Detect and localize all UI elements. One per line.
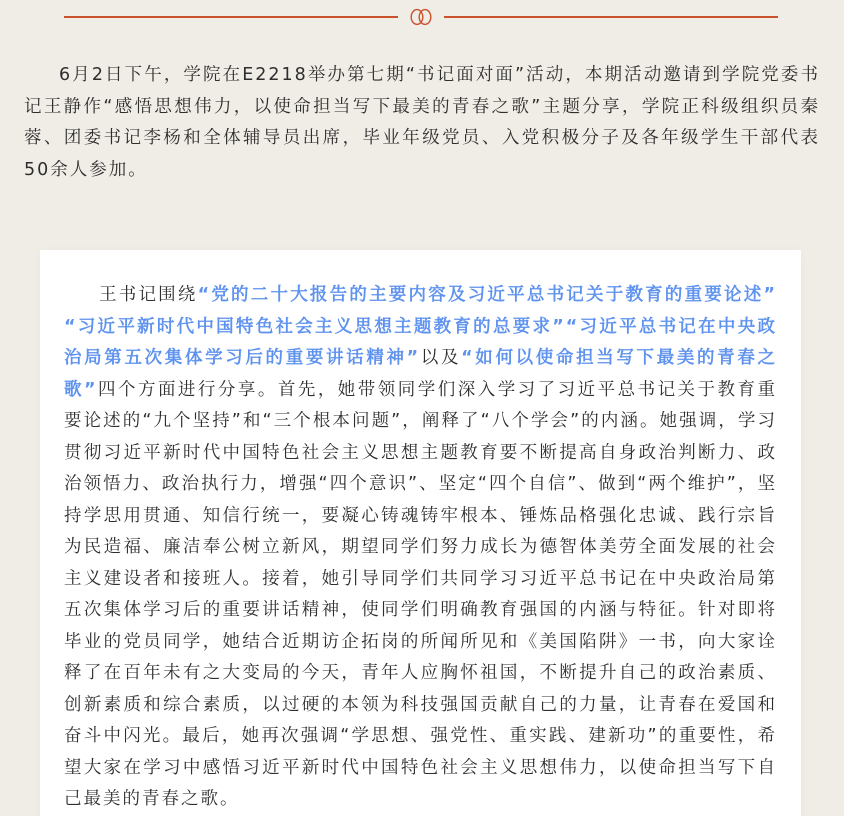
text-segment-highlight: “如何以使命担当写下最美的青春之歌” — [64, 348, 777, 400]
text-segment-normal: 王书记围绕 — [99, 285, 198, 305]
card-paragraph — [64, 280, 777, 816]
divider-line-right — [444, 16, 778, 18]
text-segment-highlight: “习近平总书记在中央政治局第五次集体学习后的重要讲话精神” — [64, 316, 777, 368]
divider-line-left — [64, 16, 398, 18]
content-card — [40, 250, 801, 816]
section-divider — [64, 8, 778, 26]
text-segment-normal: 以及 — [420, 348, 462, 368]
text-segment-highlight: “习近平新时代中国特色社会主义思想主题教育的总要求” — [64, 316, 566, 337]
text-segment-normal: 四个方面进行分享。首先，她带领同学们深入学习了习近平总书记关于教育重要论述的“九个坚持”和“三个根本问题”，阐释了“八个学会”的内涵。她强调，学习贯彻习近平新时代中国特色社会主义思想主题教育要不断提高自身政治判断力、政治领悟力、政治执行力，增强“四个意识”、坚定“四个自信”、做到“两个维护”，坚持学思用贯通、知信行统一，要凝心铸魂铸牢根本、锤炼品格强化忠诚、践行宗旨为民造福、廉洁奉公树立新风，期望同学们努力成长为德智体美劳全面发展的社会主义建设者和接班人。接着，她引导同学们共同学习习近平总书记在中央政治局第五次集体学习后的重要讲话精神，使同学们明确教育强国的内涵与特征。针对即将毕业的党员同学，她结合近期访企拓岗的所闻所见和《美国陷阱》一书，向大家诠释了在百年未有之大变局的今天，青年人应胸怀祖国，不断提升自己的政治素质、创新素质和综合素质，以过硬的本领为科技强国贡献自己的力量，让青春在爱国和奋斗中闪光。最后，她再次强调“学思想、强党性、重实践、建新功”的重要性，希望大家在学习中感悟习近平新时代中国特色社会主义思想伟力，以使命担当写下自己最美的青春之歌。 — [64, 379, 777, 809]
text-segment-highlight: “党的二十大报告的主要内容及习近平总书记关于教育的重要论述” — [197, 285, 777, 305]
intro-section — [24, 60, 820, 186]
double-rings-icon — [407, 8, 435, 26]
intro-paragraph: 6月2日下午，学院在E2218举办第七期“书记面对面”活动，本期活动邀请到学院党委书记王静作“感悟思想伟力，以使命担当写下最美的青春之歌”主题分享，学院正科级组织员秦蓉、团委书记李杨和全体辅导员出席，毕业年级党员、入党积极分子及各年级学生干部代表50余人参加。 — [24, 65, 820, 180]
